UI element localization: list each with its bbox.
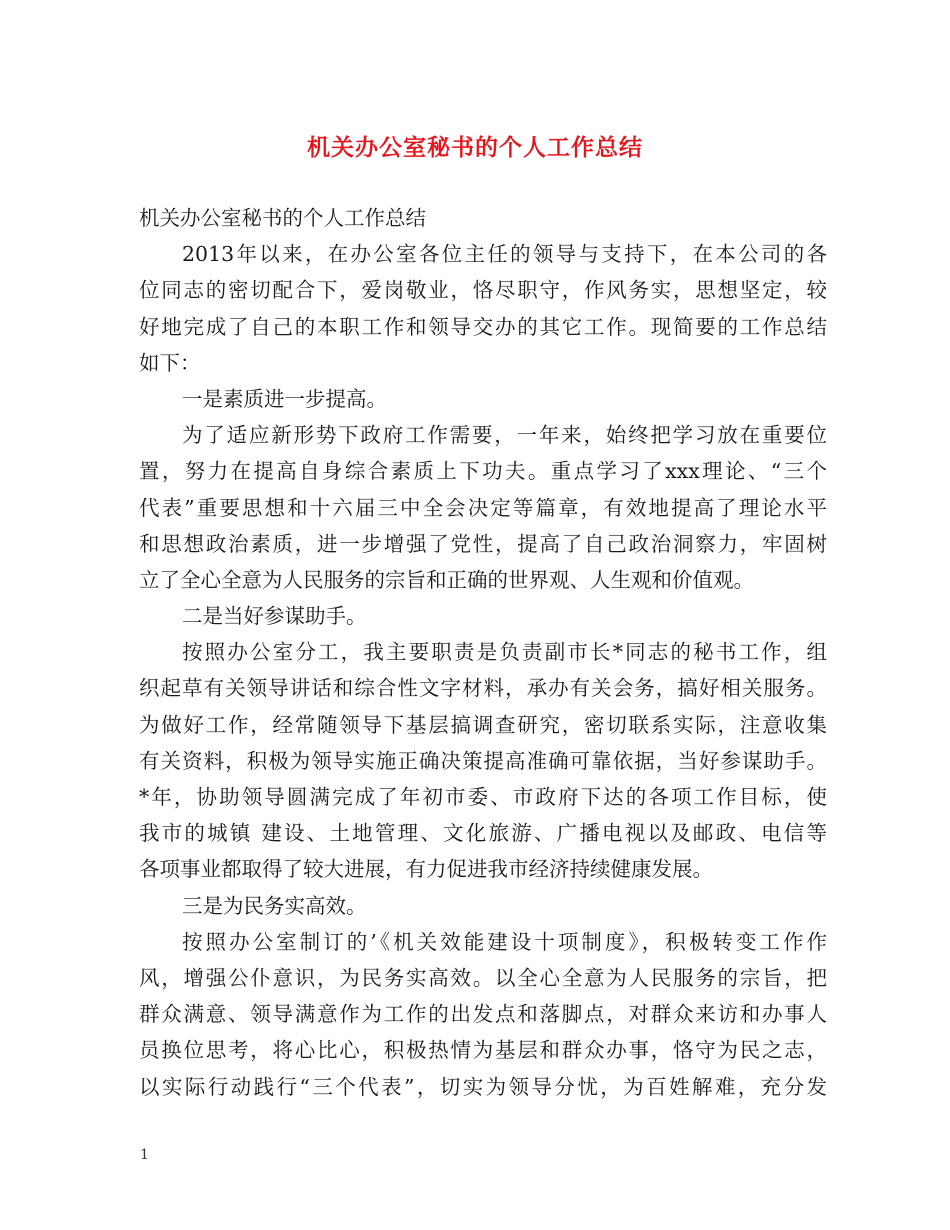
body-line: 位同志的密切配合下，爱岗敬业，恪尽职守，作风务实，思想坚定，较 — [139, 278, 827, 303]
body-line: 群众满意、领导满意作为工作的出发点和落脚点，对群众来访和办事人 — [139, 1002, 827, 1027]
body-line: 各项事业都取得了较大进展，有力促进我市经济持续健康发展。 — [139, 857, 713, 882]
body-line: 如下： — [139, 350, 201, 375]
page-number: 1 — [140, 1147, 149, 1163]
body-line: 按照办公室制订的’《机关效能建设十项制度》，积极转变工作作 — [182, 929, 827, 954]
body-line: 织起草有关领导讲话和综合性文字材料，承办有关会务，搞好相关服务。 — [139, 676, 827, 701]
section-heading-2: 二是当好参谋助手。 — [182, 604, 367, 629]
body-line: 为了适应新形势下政府工作需要，一年来，始终把学习放在重要位 — [182, 423, 827, 448]
body-line: 好地完成了自己的本职工作和领导交办的其它工作。现简要的工作总结 — [139, 314, 827, 339]
document-title: 机关办公室秘书的个人工作总结 — [307, 135, 643, 161]
body-line: *年，协助领导圆满完成了年初市委、市政府下达的各项工作目标，使 — [139, 785, 827, 809]
body-line: 置，努力在提高自身综合素质上下功夫。重点学习了xxx理论、“三个 — [139, 459, 827, 484]
body-line: 立了全心全意为人民服务的宗旨和正确的世界观、人生观和价值观。 — [139, 567, 754, 592]
body-line: 有关资料，积极为领导实施正确决策提高准确可靠依据，当好参谋助手。 — [139, 748, 827, 773]
body-line: 我市的城镇 建设、土地管理、文化旅游、广播电视以及邮政、电信等 — [139, 821, 827, 846]
body-line-subtitle: 机关办公室秘书的个人工作总结 — [139, 206, 426, 230]
body-line: 风，增强公仆意识，为民务实高效。以全心全意为人民服务的宗旨，把 — [139, 965, 827, 990]
body-line: 员换位思考，将心比心，积极热情为基层和群众办事，恪守为民之志， — [139, 1038, 827, 1063]
document-body — [139, 200, 827, 1105]
body-line: 代表”重要思想和十六届三中全会决定等篇章，有效地提高了理论水平 — [139, 495, 827, 520]
body-line: 2013年以来，在办公室各位主任的领导与支持下，在本公司的各 — [182, 242, 827, 267]
body-line: 和思想政治素质，进一步增强了党性，提高了自己政治洞察力，牢固树 — [139, 531, 827, 556]
body-line: 为做好工作，经常随领导下基层搞调查研究，密切联系实际，注意收集 — [139, 712, 827, 737]
section-heading-3: 三是为民务实高效。 — [182, 893, 367, 918]
body-line: 以实际行动践行“三个代表”，切实为领导分忧，为百姓解难，充分发 — [139, 1074, 827, 1099]
body-line: 按照办公室分工，我主要职责是负责副市长*同志的秘书工作，组 — [182, 640, 827, 665]
section-heading-1: 一是素质进一步提高。 — [182, 386, 387, 411]
